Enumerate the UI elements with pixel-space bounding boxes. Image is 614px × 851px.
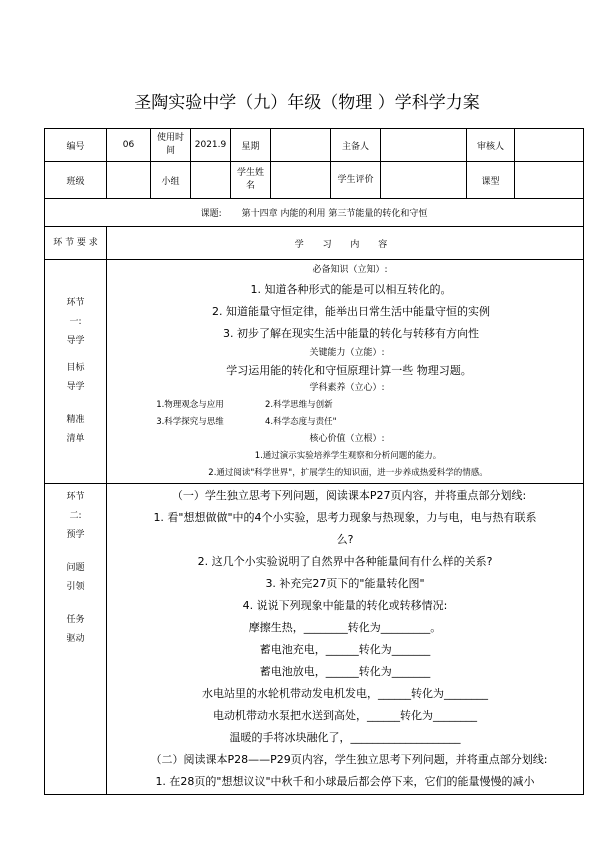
section1-content: [107, 260, 584, 484]
section2-row: [45, 484, 584, 795]
fill-blank-line: 电动机带动水泵把水送到高处，______转化为________: [213, 709, 477, 722]
fill-blank-line: 温暖的手将冰块融化了，____________________: [229, 731, 461, 744]
bianhao-value: 06: [107, 129, 151, 162]
info-row-1: [45, 129, 584, 162]
header-row: [45, 227, 584, 260]
question: 1. 看"想想做做"中的4个小实验，思考力现象与热现象，力与电，电与热有联系: [153, 511, 537, 524]
section2-content: [107, 484, 584, 795]
question: 2. 这几个小实验说明了自然界中各种能量间有什么样的关系?: [197, 555, 493, 568]
question: 4. 说说下列现象中能量的转化或转移情况:: [242, 599, 448, 612]
page-title: 圣陶实验中学（九）年级（物理 ）学科学力案: [134, 93, 480, 113]
value-item: 1.通过演示实验培养学生观察和分析问题的能力。: [254, 450, 442, 461]
value-item: 2.通过阅读"科学世界"，扩展学生的知识面，进一步养成热爱科学的情感。: [208, 467, 488, 478]
literacy-item: 4.科学态度与责任": [265, 416, 337, 427]
section1-row: [45, 260, 584, 484]
topic-cell: [45, 199, 584, 227]
literacy-pair: [109, 414, 581, 431]
literacy-pair: [109, 397, 581, 414]
student-name-value: [271, 162, 331, 199]
literacy-item: 2.科学思维与创新: [265, 399, 333, 410]
topic-label: 课题:: [200, 209, 222, 219]
section2-label: 环节 二: 预学 问题 引领 任务 驱动: [45, 484, 107, 795]
student-name-label: 学生姓名: [231, 162, 271, 199]
question: 1. 在28页的"想想议议"中秋千和小球最后都会停下来，它们的能量慢慢的减小: [155, 775, 535, 788]
question-continued: 么?: [336, 533, 354, 546]
knowledge-heading: 必备知识（立知）:: [312, 264, 388, 275]
author-label: 主备人: [331, 129, 381, 162]
header-requirements: 环 节 要 求: [45, 227, 107, 260]
group-value: [191, 162, 231, 199]
reading-instruction: （一）学生独立思考下列问题，阅读课本P27页内容，并将重点部分划线:: [171, 489, 527, 502]
info-row-2: [45, 162, 584, 199]
reading-instruction: （二）阅读课本P28——P29页内容，学生独立思考下列问题，并将重点部分划线:: [150, 753, 548, 766]
weekday-label: 星期: [231, 129, 271, 162]
student-eval-value: [381, 162, 467, 199]
author-value: [381, 129, 467, 162]
student-eval-label: 学生评价: [331, 162, 381, 199]
bianhao-label: 编号: [45, 129, 107, 162]
fill-blank-line: 蓄电池充电，______转化为_______: [259, 643, 431, 656]
header-content: 学 习 内 容: [107, 227, 584, 260]
fill-blank-line: 蓄电池放电，______转化为_______: [259, 665, 431, 678]
knowledge-item: 2. 知道能量守恒定律，能举出日常生活中能量守恒的实例: [212, 304, 490, 318]
class-value: [107, 162, 151, 199]
lesson-type-value: [515, 162, 584, 199]
ability-text: 学习运用能的转化和守恒原理计算一些 物理习题。: [226, 363, 472, 377]
group-label: 小组: [151, 162, 191, 199]
use-time-label: 使用时间: [151, 129, 191, 162]
literacy-item: 3.科学探究与思维: [156, 416, 224, 427]
question: 3. 补充完27页下的"能量转化图": [265, 577, 425, 590]
weekday-value: [271, 129, 331, 162]
ability-heading: 关键能力（立能）:: [309, 347, 385, 358]
topic-text: 第十四章 内能的利用 第三节能量的转化和守恒: [241, 209, 428, 219]
value-heading: 核心价值（立根）:: [309, 433, 385, 444]
knowledge-item: 1. 知道各种形式的能是可以相互转化的。: [250, 282, 452, 296]
lesson-type-label: 课型: [467, 162, 515, 199]
lesson-plan-table: [44, 128, 584, 795]
fill-blank-line: 水电站里的水轮机带动发电机发电，______转化为________: [202, 687, 488, 700]
reviewer-value: [515, 129, 584, 162]
literacy-item: 1.物理观念与应用: [156, 399, 224, 410]
class-label: 班级: [45, 162, 107, 199]
literacy-heading: 学科素养（立心）:: [309, 382, 385, 393]
fill-blank-line: 摩擦生热，________转化为_________。: [248, 621, 442, 634]
knowledge-item: 3. 初步了解在现实生活中能量的转化与转移有方向性: [223, 326, 479, 340]
use-time-value: 2021.9: [191, 129, 231, 162]
reviewer-label: 审核人: [467, 129, 515, 162]
topic-row: [45, 199, 584, 227]
section1-label: 环节 一: 导学 目标 导学 精准 清单: [45, 260, 107, 484]
